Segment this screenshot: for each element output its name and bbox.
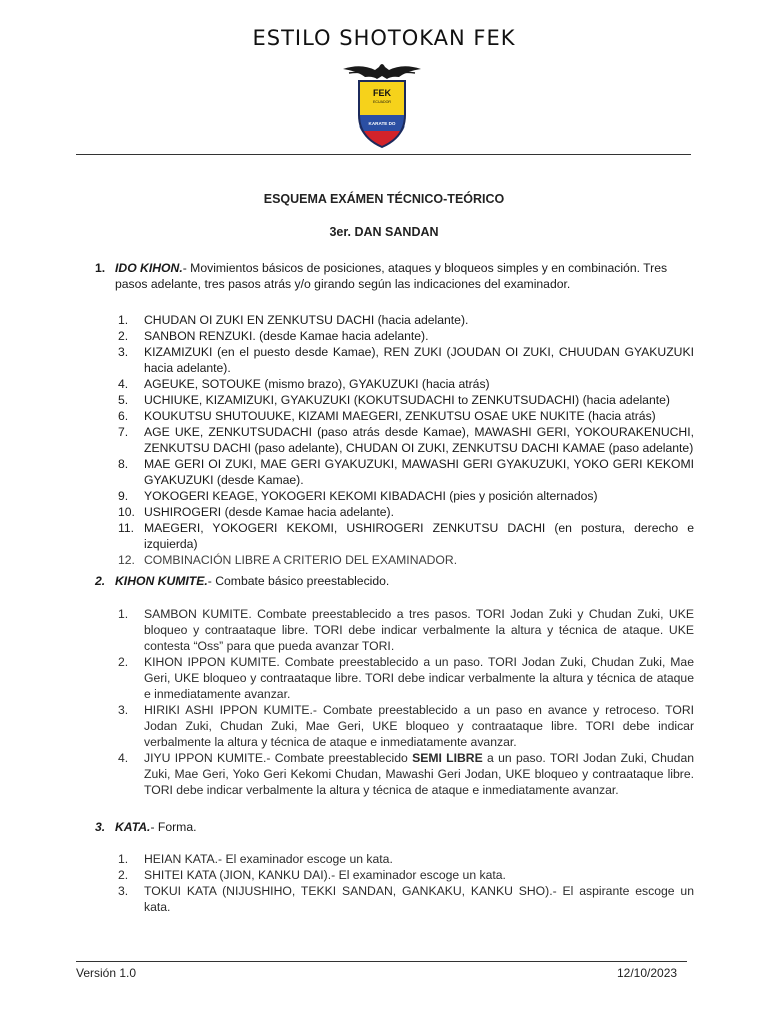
item-number: 1. — [118, 852, 129, 866]
document-date: 12/10/2023 — [617, 966, 678, 980]
list-item — [120, 606, 694, 654]
item-text: SANBON RENZUKI. (desde Kamae hacia adelante). — [144, 329, 429, 343]
header-divider — [76, 154, 691, 155]
ido-kihon-list — [120, 312, 694, 568]
item-text: HIRIKI ASHI IPPON KUMITE.- Combate preestablecido a un paso en avance y retroceso. TORI Jodan Zuki, Chudan Zuki, Mae Geri, UKE bloqueo y contraataque libre. TORI debe indicar verbalmente la altura y técnica de ataque e inmediatamente avanzar. — [144, 703, 694, 749]
item-text: AGE UKE, ZENKUTSUDACHI (paso atrás desde Kamae), MAWASHI GERI, YOKOURAKENUCHI, ZENKUTSU DACHI (paso adelante), CHUDAN OI ZUKI, ZENKUTSU DACHI KAMAE (paso adelante) — [144, 425, 694, 455]
list-item — [120, 504, 694, 520]
item-text: UCHIUKE, KIZAMIZUKI, GYAKUZUKI (KOKUTSUDACHI to ZENKUTSUDACHI) (hacia adelante) — [144, 393, 670, 407]
kihon-kumite-list — [120, 606, 694, 798]
item-text: AGEUKE, SOTOUKE (mismo brazo), GYAKUZUKI (hacia atrás) — [144, 377, 490, 391]
list-item — [120, 488, 694, 504]
logo-subtext: ECUADOR — [373, 100, 391, 104]
section-description: - Movimientos básicos de posiciones, ataques y bloqueos simples y en combinación. Tres pasos adelante, tres pasos atrás y/o girando según las indicaciones del examinador. — [115, 261, 668, 291]
item-text: TOKUI KATA (NIJUSHIHO, TEKKI SANDAN, GANKAKU, KANKU SHO).- El aspirante escoge un kata. — [144, 884, 694, 914]
item-number: 2. — [118, 329, 129, 343]
section-name: KIHON KUMITE. — [115, 574, 208, 588]
list-item — [120, 867, 694, 883]
item-text: KOUKUTSU SHUTOUUKE, KIZAMI MAEGERI, ZENKUTSU OSAE UKE NUKITE (hacia atrás) — [144, 409, 656, 423]
item-number: 10. — [118, 505, 135, 519]
item-text: SAMBON KUMITE. Combate preestablecido a tres pasos. TORI Jodan Zuki y Chudan Zuki, UKE bloqueo y contraataque libre. TORI debe indicar verbalmente la altura y técnica de ataque. UKE contesta “Oss” para que pueda avanzar TORI. — [144, 607, 694, 653]
document-version: Versión 1.0 — [76, 966, 137, 980]
shield-emblem — [359, 81, 405, 147]
section-ido-kihon — [95, 260, 695, 292]
list-item — [120, 392, 694, 408]
list-item — [120, 344, 694, 376]
document-header-title: ESTILO SHOTOKAN FEK — [252, 26, 516, 50]
item-text: a un paso. TORI Jodan Zuki, Chudan Zuki, Mae Geri, Yoko Geri Kekomi Chudan, Mawashi Geri Jodan, UKE bloqueo y contraataque libre. TORI debe indicar verbalmente la altura y técnica de ataque e inmediatamente avanzar. — [144, 751, 695, 797]
list-item — [120, 520, 694, 552]
item-text: USHIROGERI (desde Kamae hacia adelante). — [144, 505, 394, 519]
exam-title: ESQUEMA EXÁMEN TÉCNICO-TEÓRICO — [263, 192, 505, 206]
item-number: 1. — [118, 607, 129, 621]
list-item — [120, 552, 694, 568]
item-number: 3. — [118, 884, 129, 898]
section-kata — [95, 819, 695, 835]
item-number: 9. — [118, 489, 129, 503]
item-text: MAEGERI, YOKOGERI KEKOMI, USHIROGERI ZENKUTSU DACHI (en postura, derecho e izquierda) — [144, 521, 694, 551]
section-heading — [95, 260, 695, 292]
item-text: HEIAN KATA.- El examinador escoge un kata. — [144, 852, 393, 866]
item-number: 3. — [118, 703, 129, 717]
item-number: 3. — [118, 345, 129, 359]
item-text: COMBINACIÓN LIBRE A CRITERIO DEL EXAMINADOR. — [144, 553, 458, 567]
item-number: 6. — [118, 409, 129, 423]
item-text: YOKOGERI KEAGE, YOKOGERI KEKOMI KIBADACHI (pies y posición alternados) — [144, 489, 598, 503]
list-item — [120, 424, 694, 456]
item-text: KIZAMIZUKI (en el puesto desde Kamae), REN ZUKI (JOUDAN OI ZUKI, CHUUDAN GYAKUZUKI hacia adelante). — [144, 345, 694, 375]
exam-subtitle: 3er. DAN SANDAN — [329, 225, 439, 239]
item-number: 2. — [118, 868, 129, 882]
item-number: 12. — [118, 553, 135, 567]
section-name: IDO KIHON. — [115, 261, 183, 275]
list-item — [120, 408, 694, 424]
item-number: 4. — [118, 751, 129, 765]
item-number: 5. — [118, 393, 129, 407]
footer-divider — [76, 961, 687, 962]
section-description: - Forma. — [150, 820, 197, 834]
item-number: 1. — [118, 313, 129, 327]
item-text: MAE GERI OI ZUKI, MAE GERI GYAKUZUKI, MAWASHI GERI GYAKUZUKI, YOKO GERI KEKOMI GYAKUZUKI (desde Kamae). — [144, 457, 694, 487]
section-number: 2. — [95, 574, 106, 588]
section-kihon-kumite — [95, 573, 695, 589]
fek-logo — [341, 57, 423, 149]
item-text: KIHON IPPON KUMITE. Combate preestablecido a un paso. TORI Jodan Zuki, Chudan Zuki, Mae Geri, UKE bloqueo y contraataque libre. TORI debe indicar verbalmente la altura y técnica de ataque e inmediatamente avanzar. — [144, 655, 694, 701]
list-item — [120, 376, 694, 392]
emphasis-text: SEMI LIBRE — [412, 751, 483, 765]
item-text: CHUDAN OI ZUKI EN ZENKUTSU DACHI (hacia adelante). — [144, 313, 469, 327]
section-heading — [95, 819, 695, 835]
section-heading — [95, 573, 695, 589]
list-item — [120, 851, 694, 867]
list-item — [120, 328, 694, 344]
logo-acronym: FEK — [373, 88, 391, 98]
list-item — [120, 456, 694, 488]
kata-list — [120, 851, 694, 915]
item-number: 2. — [118, 655, 129, 669]
section-number: 3. — [95, 820, 106, 834]
item-text: SHITEI KATA (JION, KANKU DAI).- El examinador escoge un kata. — [144, 868, 506, 882]
item-number: 11. — [118, 521, 135, 535]
item-number: 4. — [118, 377, 129, 391]
item-text: JIYU IPPON KUMITE.- Combate preestablecido — [144, 751, 413, 765]
section-name: KATA. — [115, 820, 151, 834]
section-number: 1. — [95, 261, 106, 275]
list-item — [120, 702, 694, 750]
logo-band-text: KARATE DO — [368, 121, 396, 126]
item-number: 7. — [118, 425, 129, 439]
list-item — [120, 654, 694, 702]
item-number: 8. — [118, 457, 129, 471]
eagle-icon — [343, 64, 421, 79]
list-item — [120, 312, 694, 328]
list-item — [120, 883, 694, 915]
section-description: - Combate básico preestablecido. — [207, 574, 390, 588]
list-item — [120, 750, 694, 798]
